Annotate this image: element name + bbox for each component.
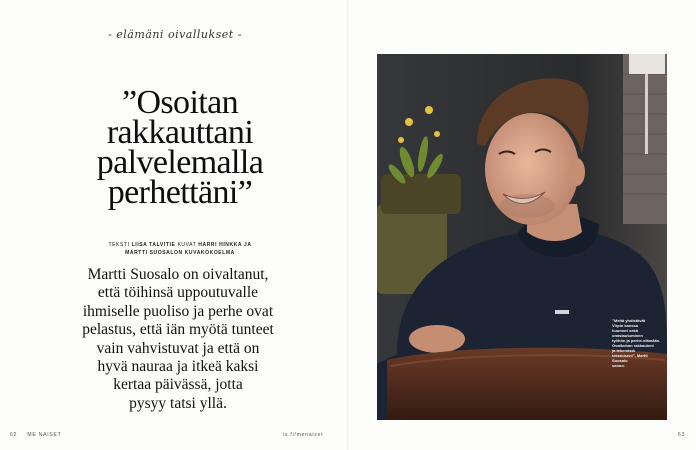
headline (60, 84, 300, 211)
page-gutter (347, 0, 349, 450)
intro-line: pysyy tatsi yllä. (129, 394, 227, 412)
caption-line: sanoo. (612, 363, 625, 368)
caption-line: ja tekemistä (612, 348, 635, 353)
intro-line: vain vahvistuvat ja että on (96, 339, 260, 357)
credit-photo-label: KUVAT (177, 242, 197, 248)
headline-line: rakkauttani (106, 114, 254, 151)
caption-line: ”Meitä yhdistävät (612, 318, 646, 323)
intro-paragraph (68, 266, 288, 413)
intro-line: pelastus, että iän myötä tunteet (82, 321, 274, 339)
caption-line: omistautuminen (612, 333, 643, 338)
publication-name: ME NAISET (27, 432, 62, 438)
intro-line: kertaa päivässä, jotta (113, 376, 243, 394)
caption-line: työhön ja perhe-elämään. (612, 338, 661, 343)
intro-line: Martti Suosalo on oivaltanut, (87, 266, 269, 283)
caption-line: Ovatkohan rakkauteni (612, 343, 654, 348)
website-url: is.fi/menaiset (283, 432, 324, 438)
credit-photo-author-2: MARTTI SUOSALON KUVAKOKOELMA (125, 250, 235, 256)
folio-center (283, 432, 323, 438)
page-number-left: 62 (10, 432, 18, 438)
intro-line: hyvä nauraa ja itkeä kaksi (97, 358, 259, 376)
photo-caption (612, 318, 664, 368)
article-credits (95, 241, 265, 257)
intro-line: että töihinsä uppoutuvalle (97, 284, 259, 302)
credit-text-author: LIISA TALVITIE (131, 242, 176, 248)
folio-right (678, 432, 685, 438)
intro-line: ihmiselle puoliso ja perhe ovat (82, 302, 274, 320)
caption-line: Virpin kanssa (612, 323, 638, 328)
caption-line: Suosalo (612, 358, 628, 363)
caption-line: tekemiseni”, Martti (612, 353, 648, 358)
headline-line: ”Osoitan (121, 84, 239, 121)
caption-line: huumori sekä (612, 328, 639, 333)
page-number-right: 63 (678, 432, 686, 438)
section-tag: - elämäni oivallukset - (108, 28, 242, 41)
headline-line: perhettäni” (107, 174, 253, 211)
credit-photo-author: HARRI HINKKA JA (198, 242, 252, 248)
folio-left (10, 432, 62, 438)
headline-line: palvelemalla (96, 144, 264, 181)
credit-text-label: TEKSTI (108, 242, 130, 248)
